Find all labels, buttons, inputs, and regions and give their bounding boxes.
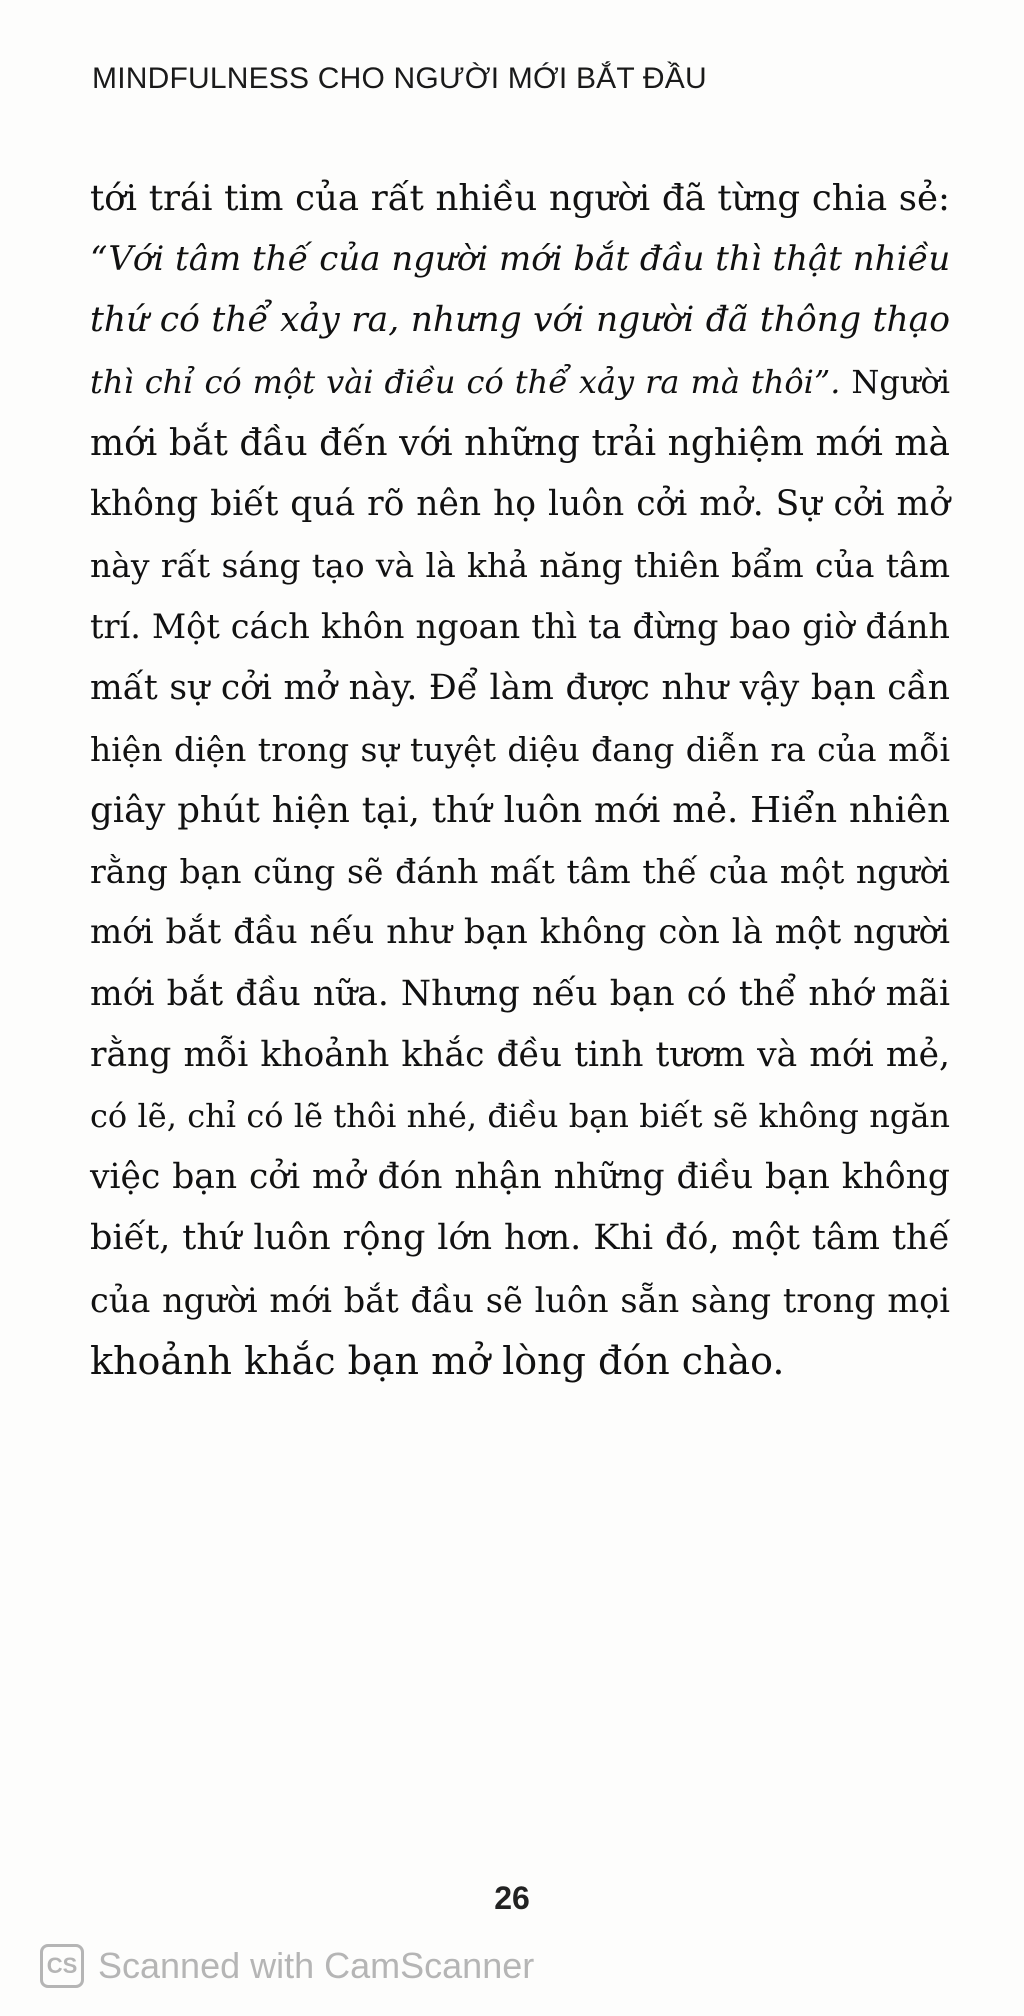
body-paragraph (90, 168, 950, 1392)
page-number: 26 (494, 1880, 530, 1916)
text-line-12: rằng bạn cũng sẽ đánh mất tâm thế của một người (90, 852, 950, 892)
text-line-2: “Với tâm thế của người mới bắt đầu thì thật nhiều (90, 239, 951, 280)
text-line-16: có lẽ, chỉ có lẽ thôi nhé, điều bạn biết sẽ không ngăn (90, 1097, 950, 1136)
quote-end: thì chỉ có một vài điều có thể xảy ra mà thôi”. (90, 362, 841, 401)
text-line-18: biết, thứ luôn rộng lớn hơn. Khi đó, một tâm thế (90, 1218, 950, 1259)
text-line-8: trí. Một cách khôn ngoan thì ta đừng bao giờ đánh (90, 607, 950, 647)
text-line-10: hiện diện trong sự tuyệt diệu đang diễn ra của mỗi (90, 729, 950, 769)
text-line-19: của người mới bắt đầu sẽ luôn sẵn sàng trong mọi (90, 1280, 950, 1320)
text-line-3: thứ có thể xảy ra, nhưng với người đã thông thạo (90, 300, 950, 341)
text-line-14: mới bắt đầu nữa. Nhưng nếu bạn có thể nhớ mãi (90, 973, 950, 1014)
text-line-17: việc bạn cởi mở đón nhận những điều bạn không (90, 1157, 950, 1198)
text-line-7: này rất sáng tạo và là khả năng thiên bẩm của tâm (90, 546, 950, 586)
camscanner-text: Scanned with CamScanner (98, 1945, 535, 1986)
text-line-15: rằng mỗi khoảnh khắc đều tinh tươm và mới mẻ, (90, 1034, 950, 1075)
text-line-1: tới trái tim của rất nhiều người đã từng chia sẻ: (90, 178, 950, 219)
text-line-4-rest: Người (840, 362, 951, 401)
text-line-9: mất sự cởi mở này. Để làm được như vậy bạn cần (90, 667, 950, 708)
text-line-5: mới bắt đầu đến với những trải nghiệm mới mà (90, 422, 950, 464)
camscanner-watermark (40, 1940, 534, 1992)
running-header: MINDFULNESS CHO NGƯỜI MỚI BẮT ĐẦU (92, 62, 707, 95)
text-line-4 (90, 352, 950, 413)
text-line-13: mới bắt đầu nếu như bạn không còn là một người (90, 912, 950, 953)
text-line-6: không biết quá rõ nên họ luôn cởi mở. Sự cởi mở (90, 484, 950, 525)
text-line-11: giây phút hiện tại, thứ luôn mới mẻ. Hiển nhiên (90, 790, 950, 832)
camscanner-logo-icon: CS (40, 1944, 84, 1988)
text-line-20: khoảnh khắc bạn mở lòng đón chào. (90, 1338, 785, 1383)
